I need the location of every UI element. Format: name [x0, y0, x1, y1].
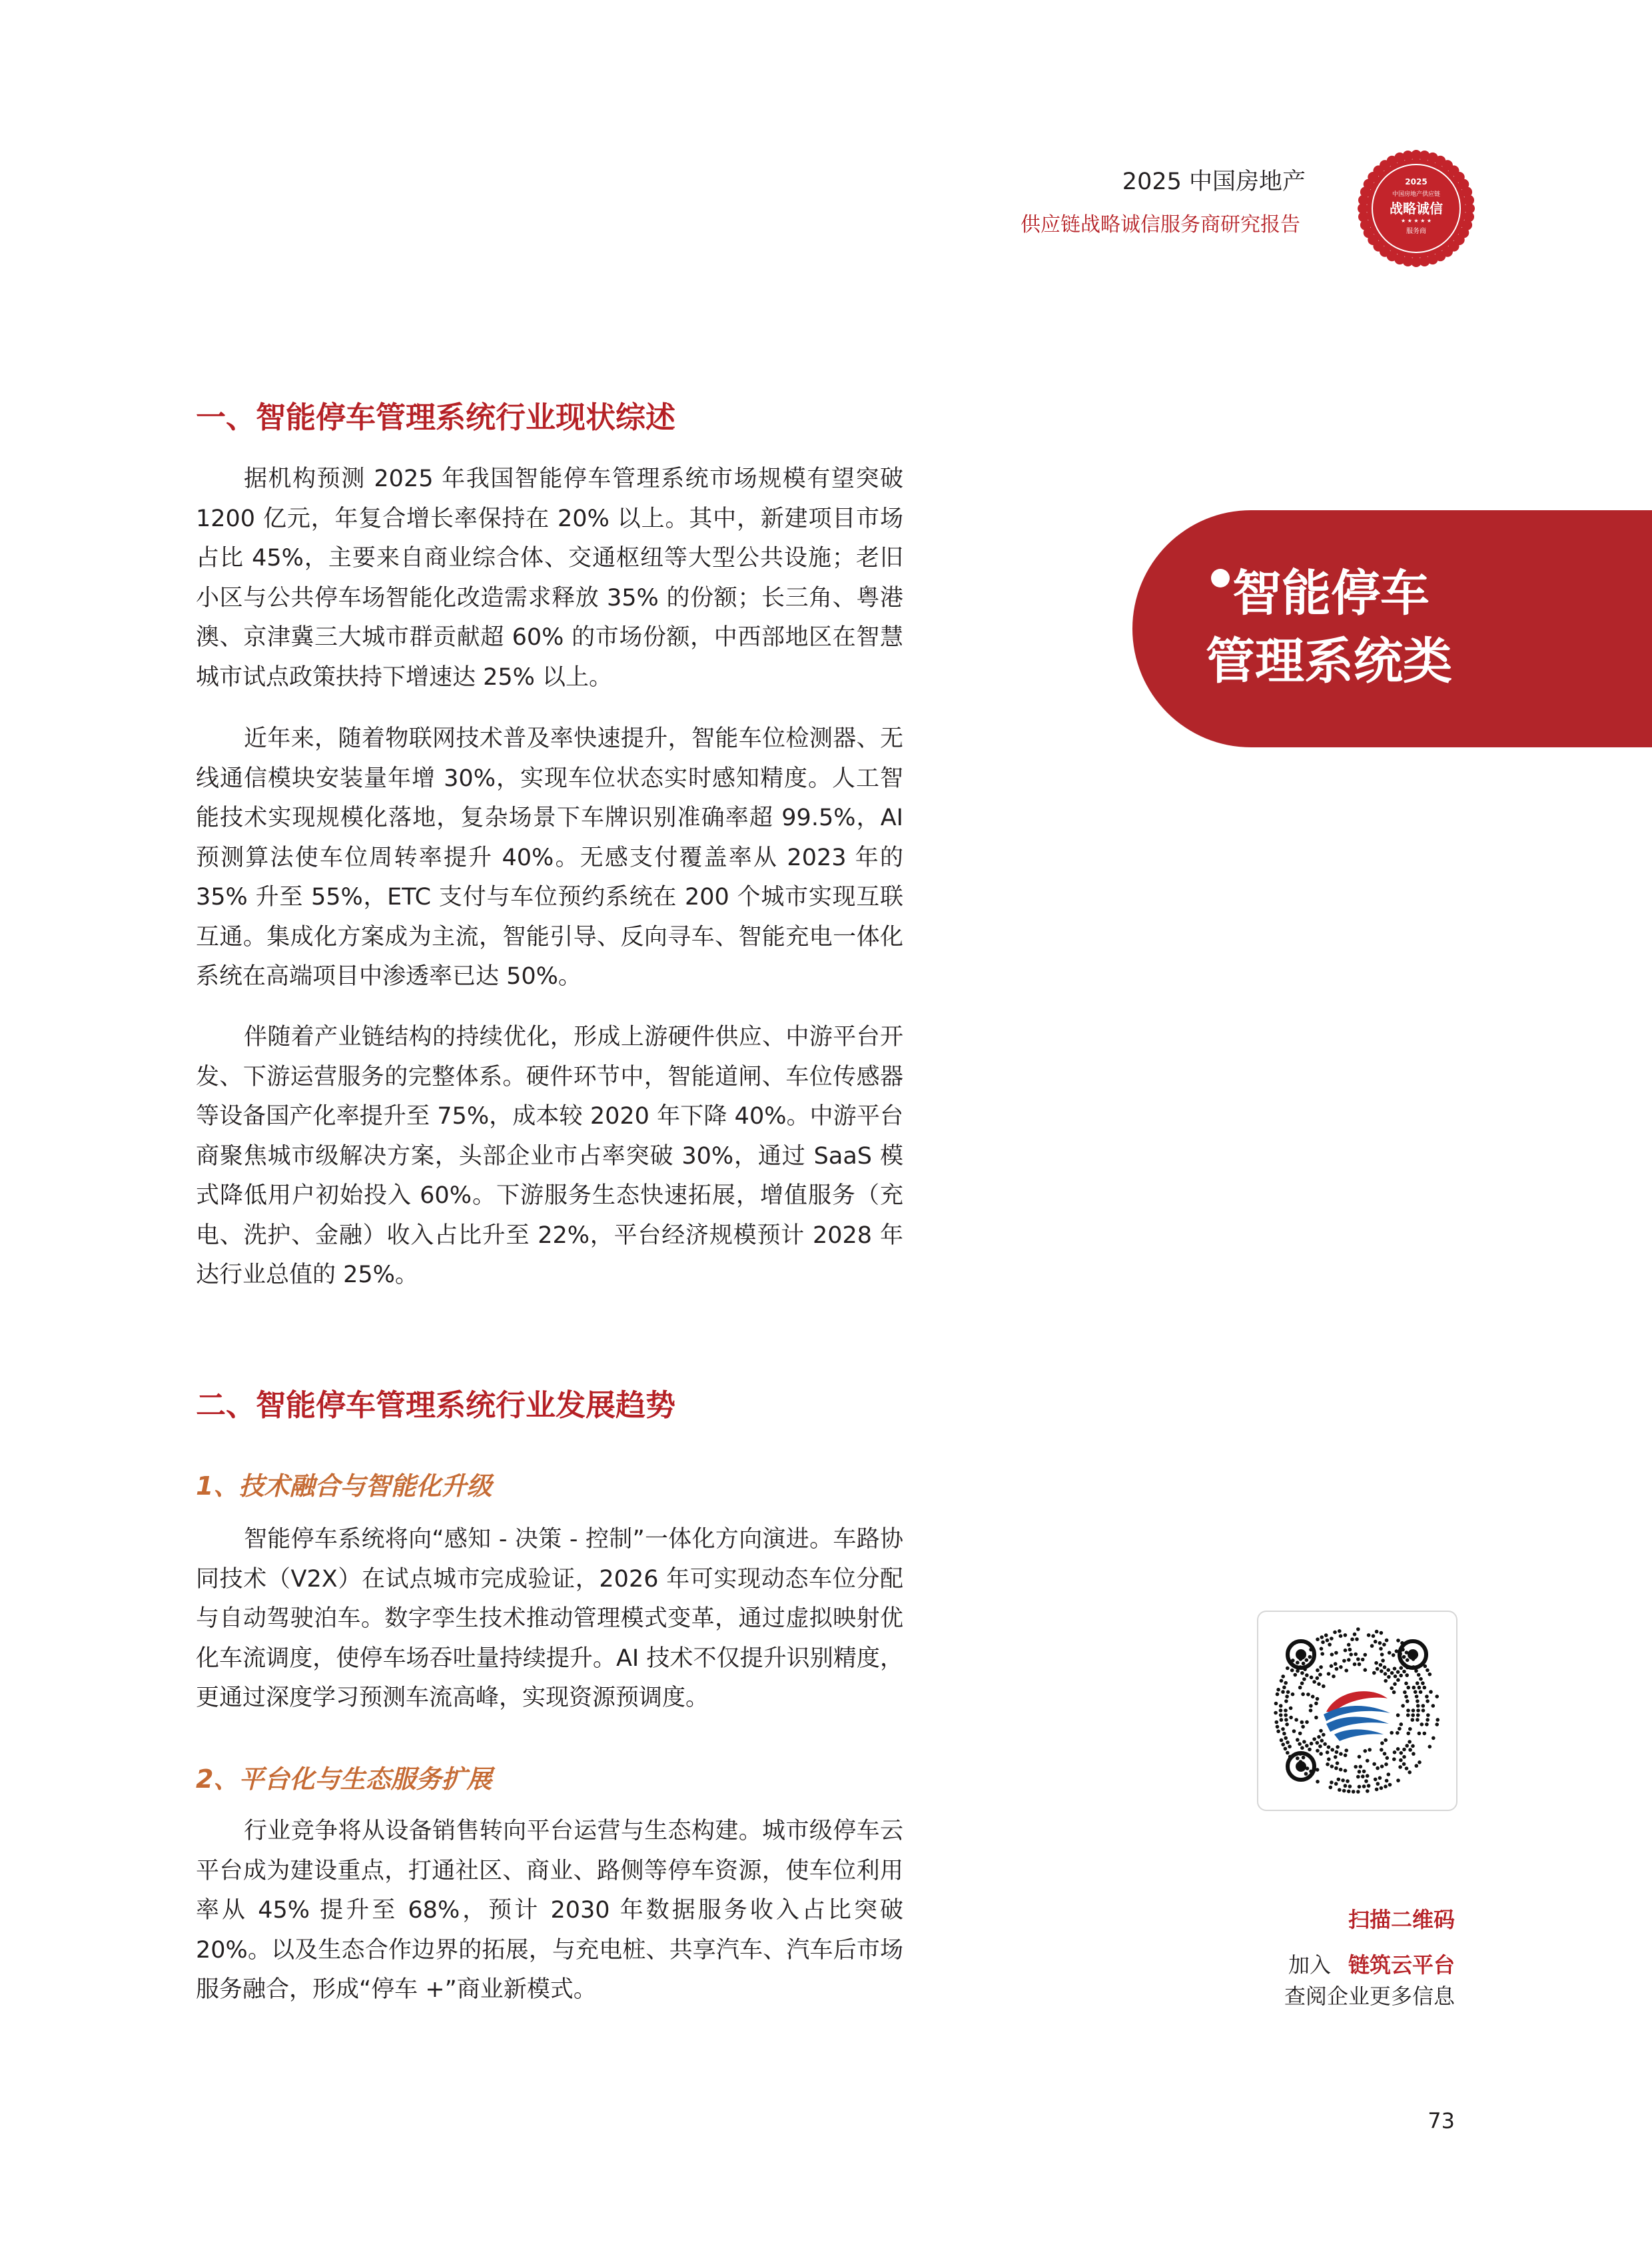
svg-text:战略诚信: 战略诚信 — [1390, 200, 1443, 216]
section2-heading: 二、智能停车管理系统行业发展趋势 — [196, 1387, 676, 1423]
svg-text:中国房地产供应链: 中国房地产供应链 — [1392, 191, 1441, 198]
section-category-tab — [1132, 510, 1652, 747]
platform-name: 链筑云平台 — [1348, 1952, 1455, 1978]
svg-text:服务商: 服务商 — [1406, 228, 1426, 235]
qr-code[interactable] — [1257, 1611, 1457, 1811]
section1-paragraph-3: 伴随着产业链结构的持续优化，形成上游硬件供应、中游平台开发、下游运营服务的完整体系。硬件环节中，智能道闸、车位传感器等设备国产化率提升至 75%，成本较 2020 年下降 40%。中游平台商聚焦城市级解决方案，头部企业市占率突破 30%，通过 SaaS 模式降低用户初始投入 60%。下游服务生态快速拓展，增值服务（充电、洗护、金融）收入占比升至 22%，平台经济规模预计 2028 年达行业总值的 25%。 — [196, 1024, 903, 1288]
subsection-2-paragraph: 行业竞争将从设备销售转向平台运营与生态构建。城市级停车云平台成为建设重点，打通社区、商业、路侧等停车资源，使车位利用率从 45% 提升至 68%，预计 2030 年数据服务收入占比突破 20%。以及生态合作边界的拓展，与充电桩、共享汽车、汽车后市场服务融合，形成“停车 +”商业新模式。 — [196, 1818, 903, 2003]
svg-text:★ ★ ★ ★ ★: ★ ★ ★ ★ ★ — [1400, 218, 1432, 224]
tab-title-line1: 智能停车 — [1232, 565, 1430, 622]
tab-title-line2: 管理系统类 — [1206, 633, 1452, 690]
seal-logo — [1356, 148, 1477, 269]
lookup-info-text: 查阅企业更多信息 — [1284, 1984, 1455, 2009]
section1-heading: 一、智能停车管理系统行业现状综述 — [196, 400, 676, 435]
subsection-1-heading: 1、技术融合与智能化升级 — [196, 1471, 492, 1501]
report-subtitle: 供应链战略诚信服务商研究报告 — [1021, 213, 1300, 236]
scan-qr-label: 扫描二维码 — [1348, 1907, 1455, 1932]
subsection-1-paragraph: 智能停车系统将向“感知 - 决策 - 控制”一体化方向演进。车路协同技术（V2X）在试点城市完成验证，2026 年可实现动态车位分配与自动驾驶泊车。数字孪生技术推动管理模式变革，通过虚拟映射优化车流调度，使停车场吞吐量持续提升。AI 技术不仅提升识别精度，更通过深度学习预测车流高峰，实现资源预调度。 — [196, 1526, 903, 1711]
section1-paragraph-2: 近年来，随着物联网技术普及率快速提升，智能车位检测器、无线通信模块安装量年增 30%，实现车位状态实时感知精度。人工智能技术实现规模化落地，复杂场景下车牌识别准确率超 99.5%，AI 预测算法使车位周转率提升 40%。无感支付覆盖率从 2023 年的 35% 升至 55%，ETC 支付与车位预约系统在 200 个城市实现互联互通。集成化方案成为主流，智能引导、反向寻车、智能充电一体化系统在高端项目中渗透率已达 50%。 — [196, 725, 903, 990]
join-platform-row — [1288, 1948, 1455, 1979]
section1-paragraph-1: 据机构预测 2025 年我国智能停车管理系统市场规模有望突破 1200 亿元，年复合增长率保持在 20% 以上。其中，新建项目市场占比 45%，主要来自商业综合体、交通枢纽等大型公共设施；老旧小区与公共停车场智能化改造需求释放 35% 的份额；长三角、粤港澳、京津冀三大城市群贡献超 60% 的市场份额，中西部地区在智慧城市试点政策扶持下增速达 25% 以上。 — [196, 466, 903, 691]
subsection-2-heading: 2、平台化与生态服务扩展 — [196, 1764, 492, 1794]
page-number: 73 — [1428, 2108, 1455, 2133]
qr-code-image — [1270, 1624, 1444, 1797]
svg-text:2025: 2025 — [1405, 177, 1428, 187]
report-title: 2025 中国房地产 — [1122, 169, 1306, 195]
join-label: 加入 — [1288, 1952, 1331, 1978]
